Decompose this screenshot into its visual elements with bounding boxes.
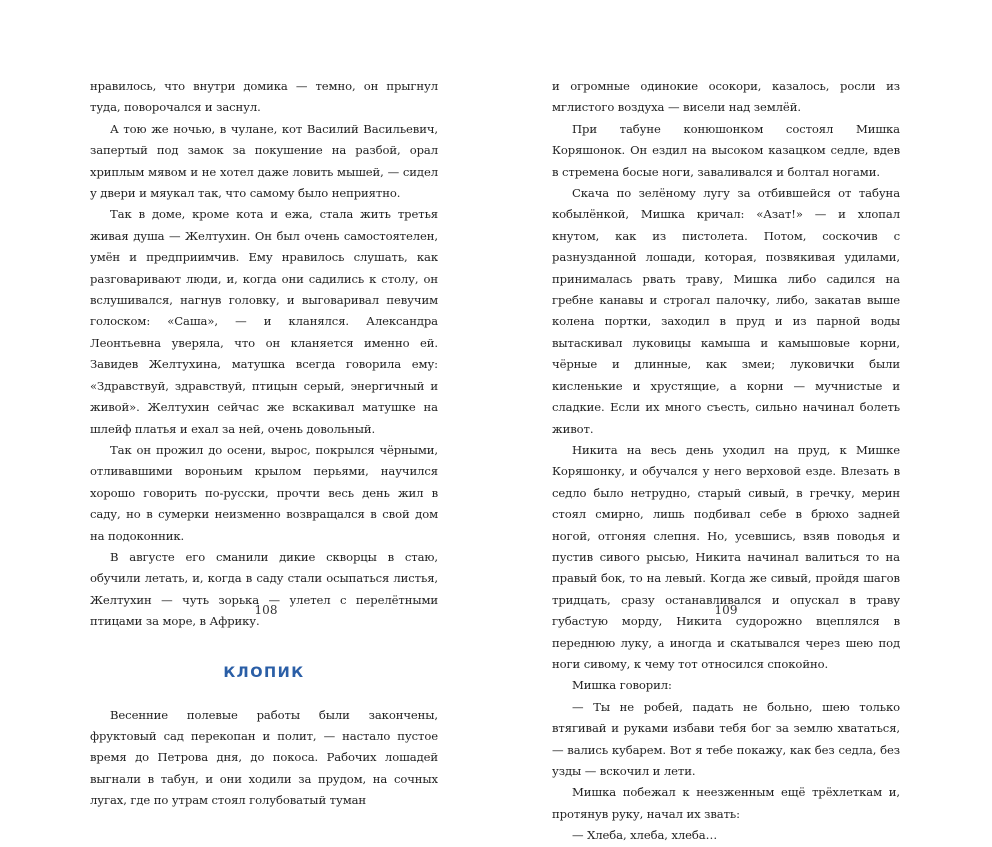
right-paragraph: — Ты не робей, падать не больно, шею только втягивай и руками избави тебя бог за землю хвататься, — вались кубарем. Вот я тебе покажу, как без седла, без узды — вскочил и лети. — [552, 699, 900, 778]
left-paragraph: нравилось, что внутри домика — темно, он прыгнул туда, поворочался и заснул. — [90, 79, 438, 115]
left-paragraph: Так он прожил до осени, вырос, покрылся чёрными, отливавшими вороньим крылом перьями, научился хорошо говорить по-русски, прочти весь день жил в саду, но в сумерки неизменно возвращался в свой дом на подоконник. — [90, 442, 438, 543]
right-paragraph: При табуне конюшонком состоял Мишка Коряшонок. Он ездил на высоком казацком седле, вдев в стремена босые ноги, заваливался и болтал ногами. — [552, 121, 900, 179]
chapter-title: КЛОПИК — [223, 664, 305, 681]
left-paragraph: В августе его сманили дикие скворцы в стаю, обучили летать, и, когда в саду стали осыпаться листья, Желтухин — чуть зорька — улетел с перелётными птицами за море, в Африку. — [90, 549, 438, 629]
left-page — [90, 76, 438, 812]
right-page — [552, 76, 900, 847]
left-paragraph: Так в доме, кроме кота и ежа, стала жить третья живая душа — Желтухин. Он был очень самостоятелен, умён и предприимчив. Ему нравилось слушать, как разговаривают люди, и, когда они садились к столу, он вслушивался, нагнув головку, и выговаривал певучим голоском: «Саша», — и кланялся. Александра Леонтьевна уверяла, что он кланяется именно ей. Завидев Желтухина, матушка всегда говорила ему: «Здравствуй, здравствуй, птицын серый, энергичный и живой». Желтухин сейчас же вскакивал матушке на шлейф платья и ехал за ней, очень довольный. — [90, 207, 438, 436]
left-paragraph: Весенние полевые работы были закончены, фруктовый сад перекопан и полит, — настало пустое время до Петрова дня, до покоса. Рабочих лошадей выгнали в табун, и они ходили за прудом, на сочных лугах, где по утрам стоял голубоватый туман — [90, 707, 438, 808]
right-paragraph: и огромные одинокие осокори, казалось, росли из мглистого воздуха — висели над землёй. — [552, 79, 900, 115]
right-paragraph: Мишка побежал к неезженным ещё трёхлеткам и, протянув руку, начал их звать: — [552, 785, 900, 821]
page-number-right: 109 — [714, 603, 738, 617]
left-paragraph: А тою же ночью, в чулане, кот Василий Васильевич, запертый под замок за покушение на разбой, орал хриплым мявом и не хотел даже ловить мышей, — сидел у двери и мяукал так, что самому было неприятно. — [90, 121, 438, 201]
right-paragraph: Скача по зелёному лугу за отбившейся от табуна кобылёнкой, Мишка кричал: «Азат!» — и хлопал кнутом, как из пистолета. Потом, соскочив с разнузданной лошади, которая, позвякивая удилами, принималась рвать траву, Мишка либо садился на гребне канавы и строгал палочку, либо, закатав выше колена портки, заходил в пруд и из парной воды вытаскивал луковицы камыша и камышовые корни, чёрные и длинные, как змеи; луковички были кисленькие и хрустящие, а корни — мучнистые и сладкие. Если их много съесть, сильно начинал болеть живот. — [552, 186, 900, 436]
right-paragraph: — Хлеба, хлеба, хлеба… — [572, 828, 718, 843]
right-paragraph: Мишка говорил: — [572, 678, 672, 693]
page-number-left: 108 — [254, 603, 278, 617]
right-paragraph: Никита на весь день уходил на пруд, к Мишке Коряшонку, и обучался у него верховой езде. Влезать в седло было нетрудно, старый сивый, в гречку, мерин стоял смирно, лишь подбивал себе в брюхо задней ногой, отгоняя слепня. Но, усевшись, взяв поводья и пустив сивого рысью, Никита начинал валиться то на правый бок, то на левый. Когда же сивый, пройдя шагов тридцать, сразу останавливался и опускал в траву губастую морду, Никита судорожно вцеплялся в переднюю луку, а иногда и скатывался через шею под ноги сивому, к чему тот относился спокойно. — [552, 442, 900, 671]
